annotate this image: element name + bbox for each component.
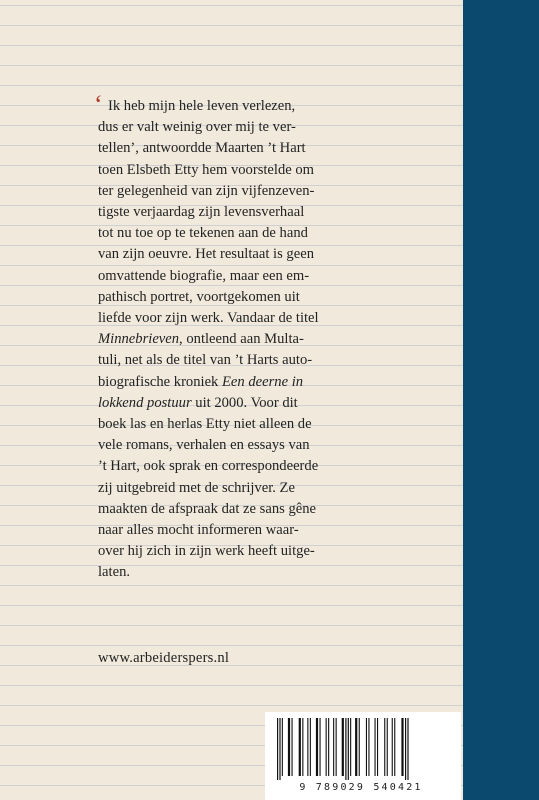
barcode-bar [392,718,393,776]
barcode-bar [302,718,303,776]
barcode-bar [368,718,369,776]
blurb-line: zij uitgebreid met de schrijver. Ze [98,479,295,496]
blurb-text [94,90,418,584]
barcode-bar [384,718,385,776]
barcode-bar [282,718,283,776]
barcode-bar [279,718,280,780]
isbn-barcode [265,712,461,800]
barcode-bar [387,718,388,776]
blurb-line: Ik heb mijn hele leven verlezen, [108,98,296,114]
blurb-line: laten. [98,564,131,581]
blurb-line: tigste verjaardag zijn levensverhaal [98,204,305,221]
barcode-bar [407,718,408,780]
blurb-line: tuli, net als de titel van ’t Harts auto- [98,352,313,369]
publisher-website[interactable]: www.arbeiderspers.nl [98,650,230,666]
barcode-bar [355,718,357,776]
barcode-bar [377,718,378,776]
barcode-bar [359,718,360,776]
barcode-bar [405,718,406,780]
barcode-bar [326,718,327,776]
barcode-bar [288,718,290,776]
blurb-line: biografische kroniek Een deerne in [98,373,304,390]
blurb-lines [98,96,418,584]
barcode-bar [310,718,311,776]
barcode-bar [320,718,321,776]
isbn-number: 9 789029 540421 [299,782,423,793]
blurb-line: over hij zich in zijn werk heeft uitge- [98,543,315,560]
barcode-bar [345,718,346,780]
barcode-bar [299,718,301,776]
blurb-line: ter gelegenheid van zijn vijfenzeven- [98,182,315,199]
barcode-bar [394,718,395,776]
blurb-line: omvattende biografie, maar een em- [98,267,310,284]
blurb-line: Minnebrieven, ontleend aan Multa- [98,331,304,348]
barcode-bar [350,718,351,776]
cover-spine-band [463,0,539,800]
barcode-bars [271,718,455,780]
blurb-line: liefde voor zijn werk. Vandaar de titel [98,310,319,327]
blurb-line: tot nu toe op te tekenen aan de hand [98,225,308,242]
blurb-line: vele romans, verhalen en essays van [98,437,310,454]
barcode-bar [336,718,337,776]
blurb-line: dus er valt weinig over mij te ver- [98,119,296,136]
blurb-line: toen Elsbeth Etty hem voorstelde om [98,161,315,178]
open-quote-mark: ‘ [94,90,103,119]
blurb-line: naar alles mocht informeren waar- [98,522,299,539]
blurb-line: van zijn oeuvre. Het resultaat is geen [98,246,314,263]
blurb-line: boek las en herlas Etty niet alleen de [98,416,312,433]
barcode-bar [328,718,329,776]
barcode-bar [342,718,344,776]
barcode-bar [348,718,349,780]
barcode-bar [316,718,318,776]
barcode-bar [366,718,367,776]
blurb-line: tellen’, antwoordde Maarten ’t Hart [98,140,306,157]
blurb-line: lokkend postuur uit 2000. Voor dit [98,394,298,411]
barcode-bar [375,718,376,776]
barcode-bar [333,718,334,776]
blurb-line: ’t Hart, ook sprak en correspondeerde [98,458,319,475]
barcode-bar [307,718,308,776]
barcode-bar [277,718,278,780]
barcode-bar [292,718,293,776]
blurb-line: pathisch portret, voortgekomen uit [98,288,300,305]
blurb-line: maakten de afspraak dat ze sans gêne [98,500,316,517]
barcode-bar [401,718,403,776]
